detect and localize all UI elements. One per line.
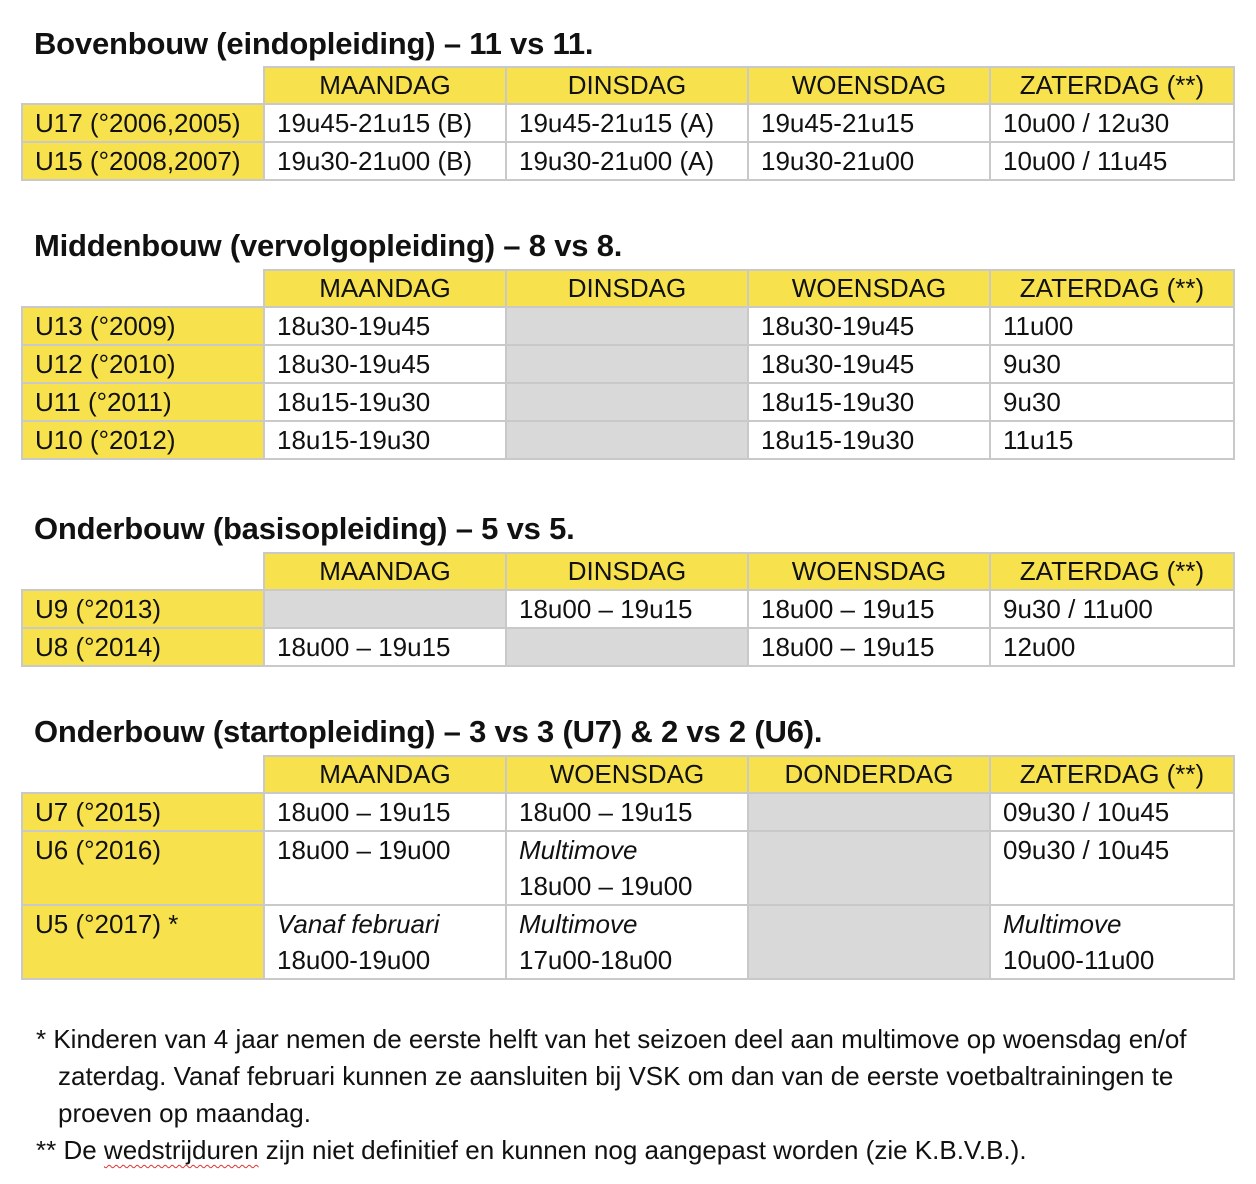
- team-label: U8 (°2014): [22, 628, 264, 666]
- activity-note: Vanaf februari: [277, 909, 440, 939]
- time-text: 18u00 – 19u00: [277, 835, 451, 865]
- time-text: 09u30 / 10u45: [1003, 835, 1170, 865]
- team-label: U12 (°2010): [22, 345, 264, 383]
- header-row: [22, 67, 1234, 104]
- time-text: 18u00-19u00: [277, 945, 431, 975]
- time-cell: 18u15-19u30: [748, 383, 990, 421]
- schedule-table-middenbouw: [21, 269, 1235, 460]
- time-cell: 19u45-21u15 (A): [506, 104, 748, 142]
- footnote-match-hours: [36, 1132, 1236, 1169]
- time-cell: 18u00 – 19u15: [264, 793, 506, 831]
- activity-note: Multimove: [1003, 909, 1122, 939]
- day-header: DONDERDAG: [748, 756, 990, 793]
- footnote-text: zijn niet definitief en kunnen nog aangepast worden (zie K.B.V.B.).: [258, 1135, 1027, 1165]
- team-label: U11 (°2011): [22, 383, 264, 421]
- empty-cell: [748, 905, 990, 979]
- time-cell: 18u00 – 19u15: [506, 793, 748, 831]
- day-header: WOENSDAG: [506, 756, 748, 793]
- schedule-table-bovenbouw: [21, 66, 1235, 181]
- corner-cell: [22, 756, 264, 793]
- day-header: ZATERDAG (**): [990, 553, 1234, 590]
- time-cell: 9u30: [990, 383, 1234, 421]
- team-label: U9 (°2013): [22, 590, 264, 628]
- team-label: U17 (°2006,2005): [22, 104, 264, 142]
- corner-cell: [22, 67, 264, 104]
- time-cell: [506, 831, 748, 905]
- time-text: 10u00-11u00: [1003, 945, 1155, 975]
- time-cell: [990, 905, 1234, 979]
- header-row: [22, 756, 1234, 793]
- team-label: U7 (°2015): [22, 793, 264, 831]
- table-row: [22, 307, 1234, 345]
- footnote-multimove: * Kinderen van 4 jaar nemen de eerste helft van het seizoen deel aan multimove op woensdag en/of zaterdag. Vanaf februari kunnen ze aansluiten bij VSK om dan van de eerste voetbaltrainingen te proeven op maandag.: [36, 1024, 1187, 1128]
- time-cell: 9u30: [990, 345, 1234, 383]
- time-cell: 18u30-19u45: [264, 307, 506, 345]
- time-cell: 19u45-21u15: [748, 104, 990, 142]
- time-cell: 19u45-21u15 (B): [264, 104, 506, 142]
- empty-cell: [506, 628, 748, 666]
- day-header: DINSDAG: [506, 67, 748, 104]
- day-header: DINSDAG: [506, 553, 748, 590]
- day-header: ZATERDAG (**): [990, 67, 1234, 104]
- section-title-bovenbouw: Bovenbouw (eindopleiding) – 11 vs 11.: [34, 26, 594, 61]
- day-header: MAANDAG: [264, 756, 506, 793]
- time-cell: 10u00 / 12u30: [990, 104, 1234, 142]
- time-cell: [264, 831, 506, 905]
- team-label: U5 (°2017) *: [22, 905, 264, 979]
- activity-note: Multimove: [519, 909, 638, 939]
- time-cell: [264, 905, 506, 979]
- time-cell: 18u15-19u30: [748, 421, 990, 459]
- time-cell: 19u30-21u00: [748, 142, 990, 180]
- day-header: ZATERDAG (**): [990, 270, 1234, 307]
- time-cell: [990, 831, 1234, 905]
- time-cell: 11u15: [990, 421, 1234, 459]
- time-cell: 11u00: [990, 307, 1234, 345]
- spellcheck-flagged-word: wedstrijduren: [103, 1135, 259, 1165]
- table-row: [22, 383, 1234, 421]
- schedule-table-basisopleiding: [21, 552, 1235, 667]
- activity-note: Multimove: [519, 835, 638, 865]
- team-label: U13 (°2009): [22, 307, 264, 345]
- table-row: [22, 590, 1234, 628]
- table-row: [22, 905, 1234, 979]
- time-cell: 18u00 – 19u15: [506, 590, 748, 628]
- table-row: [22, 628, 1234, 666]
- time-cell: 09u30 / 10u45: [990, 793, 1234, 831]
- time-text: 17u00-18u00: [519, 945, 673, 975]
- empty-cell: [506, 421, 748, 459]
- table-row: [22, 345, 1234, 383]
- day-header: MAANDAG: [264, 270, 506, 307]
- time-cell: 18u30-19u45: [748, 345, 990, 383]
- table-row: [22, 831, 1234, 905]
- schedule-table-startopleiding: [21, 755, 1235, 980]
- team-label: U10 (°2012): [22, 421, 264, 459]
- time-cell: 12u00: [990, 628, 1234, 666]
- time-cell: 18u15-19u30: [264, 383, 506, 421]
- time-cell: 9u30 / 11u00: [990, 590, 1234, 628]
- time-cell: 18u00 – 19u15: [748, 590, 990, 628]
- day-header: WOENSDAG: [748, 67, 990, 104]
- footnote-text: ** De: [36, 1135, 104, 1165]
- empty-cell: [748, 831, 990, 905]
- team-label: U15 (°2008,2007): [22, 142, 264, 180]
- team-label: U6 (°2016): [22, 831, 264, 905]
- corner-cell: [22, 553, 264, 590]
- time-cell: 18u15-19u30: [264, 421, 506, 459]
- day-header: WOENSDAG: [748, 553, 990, 590]
- time-cell: [506, 905, 748, 979]
- time-cell: 18u30-19u45: [748, 307, 990, 345]
- day-header: ZATERDAG (**): [990, 756, 1234, 793]
- header-row: [22, 553, 1234, 590]
- header-row: [22, 270, 1234, 307]
- empty-cell: [264, 590, 506, 628]
- empty-cell: [506, 383, 748, 421]
- table-row: [22, 421, 1234, 459]
- time-cell: 18u00 – 19u15: [748, 628, 990, 666]
- empty-cell: [748, 793, 990, 831]
- day-header: WOENSDAG: [748, 270, 990, 307]
- time-cell: 10u00 / 11u45: [990, 142, 1234, 180]
- time-cell: 19u30-21u00 (A): [506, 142, 748, 180]
- table-row: [22, 142, 1234, 180]
- time-cell: 18u00 – 19u15: [264, 628, 506, 666]
- day-header: MAANDAG: [264, 67, 506, 104]
- empty-cell: [506, 307, 748, 345]
- day-header: MAANDAG: [264, 553, 506, 590]
- table-row: [22, 793, 1234, 831]
- empty-cell: [506, 345, 748, 383]
- section-title-middenbouw: Middenbouw (vervolgopleiding) – 8 vs 8.: [34, 228, 623, 263]
- section-title-basisopleiding: Onderbouw (basisopleiding) – 5 vs 5.: [34, 511, 575, 546]
- day-header: DINSDAG: [506, 270, 748, 307]
- time-cell: 18u30-19u45: [264, 345, 506, 383]
- time-cell: 19u30-21u00 (B): [264, 142, 506, 180]
- table-row: [22, 104, 1234, 142]
- corner-cell: [22, 270, 264, 307]
- footnotes: [36, 1021, 1236, 1169]
- section-title-startopleiding: Onderbouw (startopleiding) – 3 vs 3 (U7) & 2 vs 2 (U6).: [34, 714, 823, 749]
- time-text: 18u00 – 19u00: [519, 871, 693, 901]
